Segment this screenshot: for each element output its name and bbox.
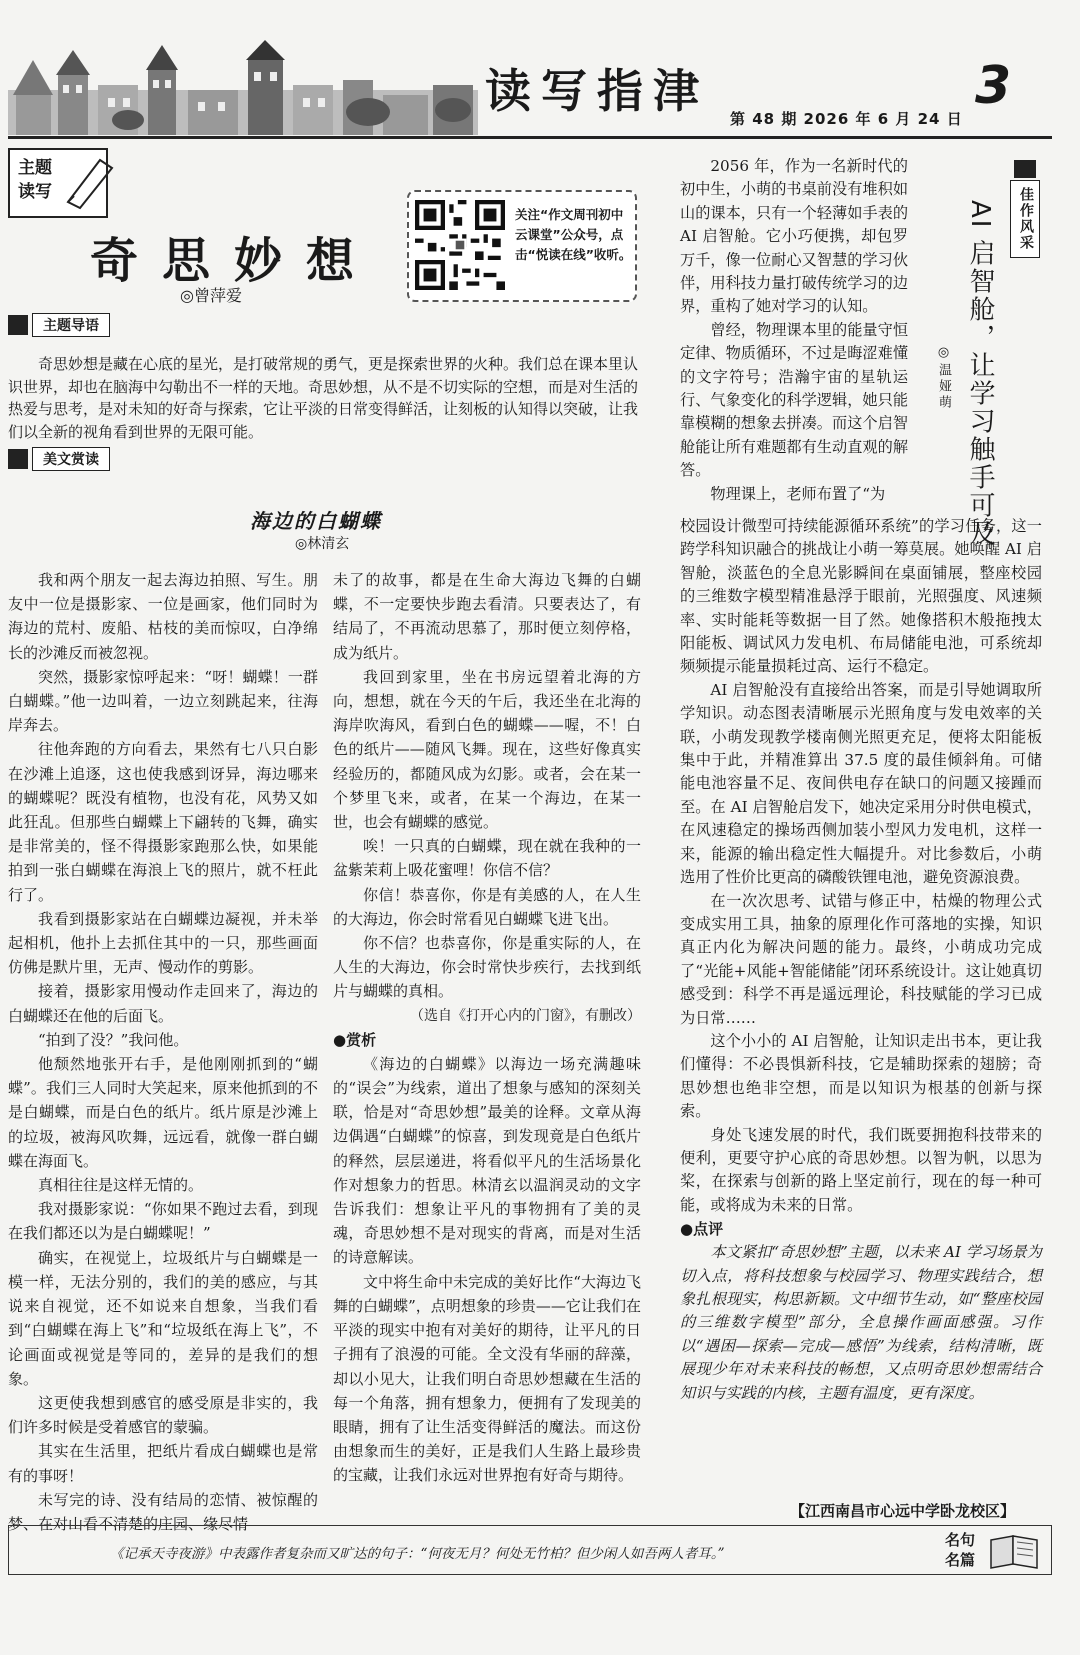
essay-paragraph: 突然，摄影家惊呼起来：“呀！蝴蝶！一群白蝴蝶。”他一边叫着，一边立刻跳起来，往海岸奔去。 <box>8 667 318 735</box>
book-icon <box>985 1530 1045 1570</box>
review-paragraph: 本文紧扣“奇思妙想”主题，以未来 AI 学习场景为切入点，将科技想象与校园学习、物理实践结合，想象扎根现实，构思新颖。文中细节生动，如“整座校园的三维数字模型”部分，全息操作画面感强。习作以“遇困—探索—完成—感悟”为线索，结构清晰，既展现少年对未来科技的畅想，又点明奇思妙想需结合知识与实践的内核，主题有温度，更有深度。 <box>680 1243 1042 1402</box>
issue-date: 第 48 期 2026 年 6 月 24 日 <box>730 110 963 128</box>
feature-title: AI 启智舱，让学习触手可及 <box>965 200 995 548</box>
feature-paragraph: 物理课上，老师布置了“为 <box>710 484 886 503</box>
section-marker-icon <box>8 449 28 469</box>
footer-label <box>945 1530 985 1570</box>
topic-badge-line2: 读写 <box>18 182 52 202</box>
essay-paragraph: 他颓然地张开右手，是他刚刚抓到的“蝴蝶”。我们三人同时大笑起来，原来他抓到的不是白蝴蝶，而是白色的纸片。纸片原是沙滩上的垃圾，被海风吹舞，远远看，就像一群白蝴蝶在海面飞。 <box>8 1055 318 1170</box>
feature-column <box>680 515 1042 1405</box>
essay-source: （选自《打开心内的门窗》，有删改） <box>410 1007 641 1024</box>
feature-column-top <box>680 155 908 506</box>
essay-column-middle <box>333 568 641 1488</box>
essay-paragraph: 唉！一只真的白蝴蝶，现在就在我种的一盆紫茉莉上吸花蜜哩！你信不信？ <box>333 837 641 880</box>
section-label-essay: 美文赏读 <box>8 448 110 470</box>
essay-paragraph: 未写完的诗、没有结局的恋情、被惊醒的梦、在对山看不清楚的庄园、缘尽情 <box>8 1490 318 1533</box>
topic-badge-line1: 主题 <box>18 158 52 178</box>
author-school: 【江西南昌市心远中学卧龙校区】 <box>790 1502 1016 1520</box>
footer-label-line2: 名篇 <box>945 1551 976 1569</box>
essay-paragraph: 未了的故事，都是在生命大海边飞舞的白蝴蝶，不一定要快步跑去看清。只要表达了，有结局了，不再流动思慕了，那时便立刻停格，成为纸片。 <box>333 571 641 662</box>
feature-paragraph: 曾经，物理课本里的能量守恒定律、物质循环，不过是晦涩难懂的文字符号；浩瀚宇宙的星轨运行、气象变化的科学逻辑，她只能靠模糊的想象去拼凑。而这个启智舱能让所有难题都有生动直观的解答。 <box>680 320 908 480</box>
essay-paragraph: 往他奔跑的方向看去，果然有七八只白影在沙滩上追逐，这也使我感到讶异，海边哪来的蝴蝶呢？既没有植物，也没有花，风势又如此狂乱。但那些白蝴蝶上下翩转的飞舞，确实是非常美的，怪不得摄影家跑那么快，如果能拍到一张白蝴蝶在海浪上飞的照片，就不枉此行了。 <box>8 740 318 904</box>
feature-author: ◎温娅萌 <box>936 345 951 411</box>
page-title: 奇思妙想 <box>90 233 379 289</box>
feature-tag: 佳作风采 <box>1010 180 1040 258</box>
appreciation-heading: ●赏析 <box>333 1030 377 1049</box>
review-heading: ●点评 <box>680 1220 724 1239</box>
essay-paragraph: 确实，在视觉上，垃圾纸片与白蝴蝶是一模一样，无法分别的，我们的美的感应，与其说来自视觉，还不如说来自想象，当我们看到“白蝴蝶在海上飞”和“垃圾纸在海上飞”，不论画面或视觉是等同的，差异的是我们的想象。 <box>8 1248 318 1388</box>
essay-paragraph: 接着，摄影家用慢动作走回来了，海边的白蝴蝶还在他的后面飞。 <box>8 982 318 1025</box>
feature-paragraph: 校园设计微型可持续能源循环系统”的学习任务，这一跨学科知识融合的挑战让小萌一筹莫展。她唤醒 AI 启智舱，淡蓝色的全息光影瞬间在桌面铺展，整座校园的三维数字模型精准悬浮于眼前，光照强度、风速频率、实时能耗等数据一目了然。她像搭积木般拖拽太阳能板、调试风力发电机、布局储能电池，可系统却频频提示能量损耗过高、运行不稳定。 <box>680 517 1042 676</box>
essay-paragraph: 你信！恭喜你，你是有美感的人，在人生的大海边，你会时常看见白蝴蝶飞进飞出。 <box>333 885 641 928</box>
appreciation-paragraph: 文中将生命中未完成的美好比作“大海边飞舞的白蝴蝶”，点明想象的珍贵——它让我们在平淡的现实中抱有对美好的期待，让平凡的日子拥有了浪漫的可能。全文没有华丽的辞藻，却以小见大，让我们明白奇思妙想藏在生活的每一个角落，拥有想象力，便拥有了发现美的眼睛，拥有了让生活变得鲜活的魔法。而这份由想象而生的美好，正是我们人生路上最珍贵的宝藏，让我们永远对世界抱有好奇与期待。 <box>333 1272 641 1485</box>
essay-paragraph: 真相往往是这样无情的。 <box>38 1176 204 1195</box>
masthead-rule <box>8 136 1052 139</box>
feature-paragraph: 在一次次思考、试错与修正中，枯燥的物理公式变成实用工具，抽象的原理化作可落地的实操，知识真正内化为解决问题的能力。最终，小萌成功完成了“光能+风能+智能储能”闭环系统设计。这让她真切感受到：科学不再是遥远理论，科技赋能的学习已成为日常…… <box>680 891 1042 1027</box>
intro-paragraph: 奇思妙想是藏在心底的星光，是打破常规的勇气，更是探索世界的火种。我们总在课本里认识世界，却也在脑海中勾勒出不一样的天地。奇思妙想，从不是不切实际的空想，而是对生活的热爱与思考，是对未知的好奇与探索，它让平淡的日常变得鲜活，让刻板的认知得以突破，让我们以全新的视角看到世界的无限可能。 <box>8 355 639 441</box>
essay-paragraph: 我对摄影家说：“你如果不跑过去看，到现在我们都还以为是白蝴蝶呢！” <box>8 1200 318 1243</box>
essay-title: 海边的白蝴蝶 <box>250 509 382 533</box>
section-label-intro: 主题导语 <box>8 314 110 336</box>
essay-paragraph: 你不信？也恭喜你，你是重实际的人，在人生的大海边，你会时常快步疾行，去找到纸片与蝴蝶的真相。 <box>333 934 641 1001</box>
qr-code-icon[interactable] <box>415 200 505 290</box>
essay-paragraph: 其实在生活里，把纸片看成白蝴蝶也是常有的事呀！ <box>8 1442 318 1485</box>
essay-author: ◎林清玄 <box>295 536 350 552</box>
feature-paragraph: 2056 年，作为一名新时代的初中生，小萌的书桌前没有堆积如山的课本，只有一个轻薄如手表的 AI 启智舱。它小巧便携，却包罗万千，像一位耐心又智慧的学习伙伴，用科技力量打破传统学习的边界，重构了她对学习的认知。 <box>680 157 908 316</box>
feature-paragraph: 这个小小的 AI 启智舱，让知识走出书本，更让我们懂得：不必畏惧新科技，它是辅助探索的翅膀；奇思妙想也绝非空想，而是以知识为根基的创新与探索。 <box>680 1031 1042 1121</box>
essay-paragraph: 这更使我想到感官的感受原是非实的，我们许多时候是受着感官的蒙骗。 <box>8 1393 318 1437</box>
town-skyline-illustration <box>8 40 478 135</box>
qr-instructions: 关注“作文周刊初中云课堂”公众号，点击“悦读在线”收听。 <box>515 207 632 262</box>
footer-label-line1: 名句 <box>945 1531 976 1549</box>
feature-paragraph: AI 启智舱没有直接给出答案，而是引导她调取所学知识。动态图表清晰展示光照角度与发电效率的关联，小萌发现教学楼南侧光照更充足，便将太阳能板集中于此，并精准算出 37.5 度的最佳倾斜角。可储能电池容量不足、夜间供电存在缺口的问题又接踵而至。在 AI 启智舱启发下，她决定采用分时供电模式，在风速稳定的操场西侧加装小型风力发电机，这样一来，能源的输出稳定性大幅提升。对比参数后，小萌选用了性价比更高的磷酸铁锂电池，避免资源浪费。 <box>680 680 1042 887</box>
section-marker-icon <box>8 315 28 335</box>
feature-marker-icon <box>1014 160 1036 178</box>
newspaper-title: 读写指津 <box>485 64 709 118</box>
feature-paragraph: 身处飞速发展的时代，我们既要拥抱科技带来的便利，更要守护心底的奇思妙想。以智为帆，以思为桨，在探索与创新的路上坚定前行，现在的每一种可能，或将成为未来的日常。 <box>680 1125 1042 1214</box>
essay-paragraph: 我和两个朋友一起去海边拍照、写生。朋友中一位是摄影家、一位是画家，他们同时为海边的荒村、废船、枯枝的美而惊叹，白净绵长的沙滩反而被忽视。 <box>8 571 318 662</box>
appreciation-paragraph: 《海边的白蝴蝶》以海边一场充满趣味的“误会”为线索，道出了想象与感知的深刻关联，恰是对“奇思妙想”最美的诠释。文章从海边偶遇“白蝴蝶”的惊喜，到发现竟是白色纸片的释然，层层递进，将看似平凡的生活场景化作对想象力的哲思。林清玄以温润灵动的文字告诉我们：想象让平凡的事物拥有了美的灵魂，奇思妙想不是对现实的背离，而是对生活的诗意解读。 <box>333 1054 641 1267</box>
footer-quote: 《记承天寺夜游》中表露作者复杂而又旷达的句子：“何夜无月？何处无竹柏？但少闲人如吾两人者耳。” <box>110 1546 725 1562</box>
page-number: 3 <box>975 56 1012 116</box>
essay-paragraph: 我看到摄影家站在白蝴蝶边凝视，并未举起相机，他扑上去抓住其中的一只，那些画面仿佛是默片里，无声、慢动作的剪影。 <box>8 909 318 977</box>
masthead <box>0 0 1080 140</box>
quill-pen-icon <box>60 150 120 210</box>
essay-paragraph: “拍到了没？”我问他。 <box>38 1030 189 1049</box>
essay-paragraph: 我回到家里，坐在书房远望着北海的方向，想想，就在今天的午后，我还坐在北海的海岸吹海风，看到白色的蝴蝶——喔，不！白色的纸片——随风飞舞。现在，这些好像真实经验历的，都随风成为幻影。或者，会在某一个梦里飞来，或者，在某一个海边，在某一世，也会有蝴蝶的感觉。 <box>333 667 641 832</box>
page-editor: ◎曾萍爱 <box>180 286 242 305</box>
essay-column-left <box>8 568 318 1536</box>
